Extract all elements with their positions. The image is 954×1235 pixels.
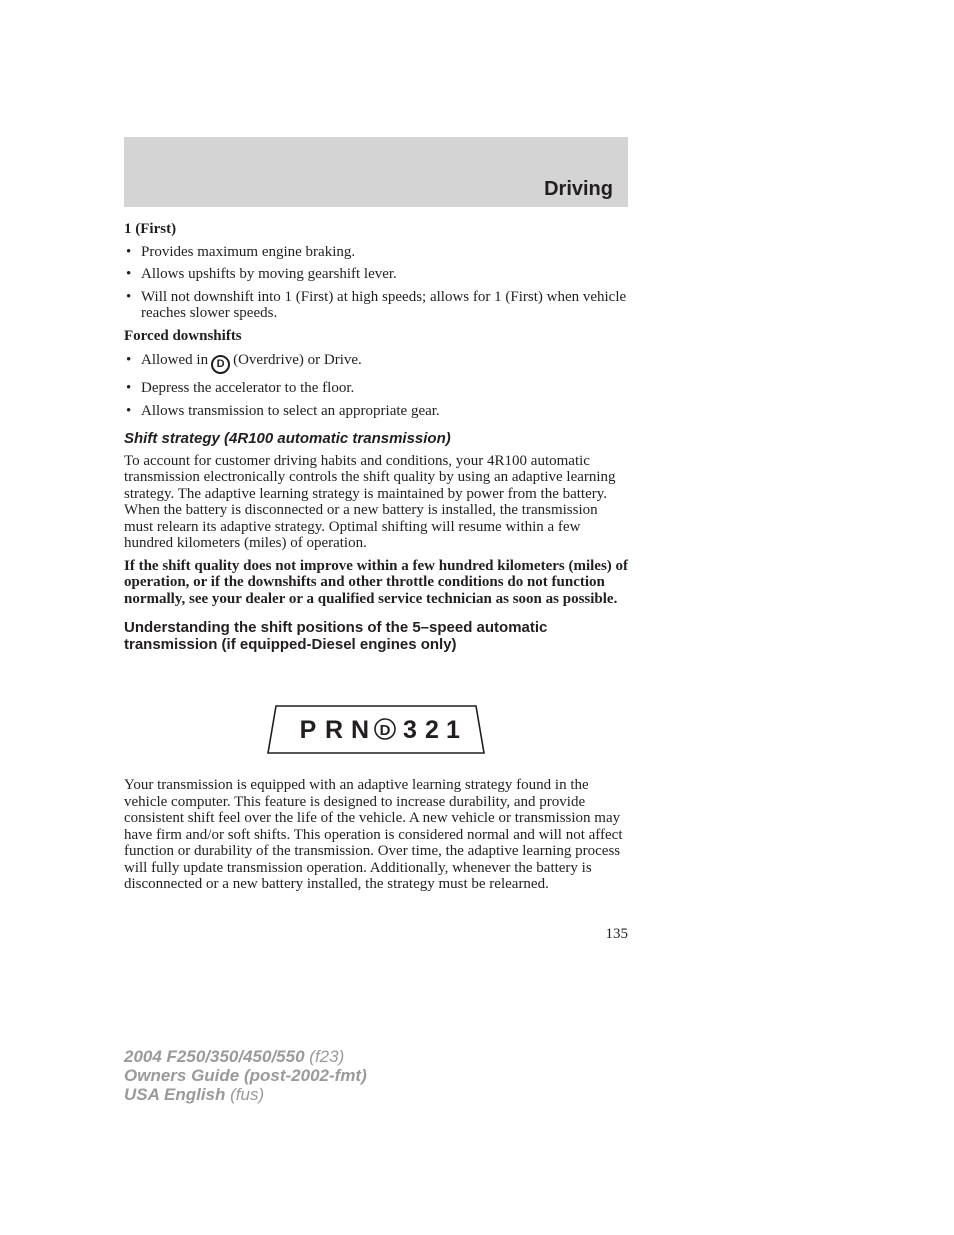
list-item-text: (Overdrive) or Drive.: [233, 352, 362, 368]
footer-line-3: [124, 1085, 524, 1104]
footer-language-code: (fus): [230, 1085, 265, 1104]
gear-letter-d: D: [379, 722, 391, 739]
list-item: [124, 352, 630, 374]
footer-line-1: [124, 1047, 524, 1066]
gear-letter-p: P: [299, 716, 317, 744]
forced-downshifts-list: [124, 352, 630, 419]
list-item: • Will not downshift into 1 (First) at high speeds; allows for 1 (First) when vehicle reaches slower speeds.: [124, 289, 630, 322]
gear-letter-1: 1: [446, 716, 460, 744]
list-item-text: Allowed in: [141, 352, 209, 368]
footer-model: 2004 F250/350/450/550: [124, 1047, 305, 1066]
overdrive-icon: D: [211, 355, 230, 374]
gear-letter-3: 3: [403, 716, 417, 744]
shift-strategy-paragraph: To account for customer driving habits and conditions, your 4R100 automatic transmission electronically controls the shift quality by using an adaptive learning strategy. The adaptive learning strategy is maintained by power from the battery. When the battery is disconnected or a new battery is installed, the transmission must relearn its adaptive strategy. Optimal shifting will resume within a few hundred kilometers (miles) of operation.: [124, 452, 616, 551]
gear-letter-2: 2: [425, 716, 439, 744]
gear-letter-n: N: [350, 716, 370, 744]
shift-quality-warning: If the shift quality does not improve within a few hundred kilometers (miles) of operation, or if the downshifts and other throttle conditions do not function normally, see your dealer or a qualified service technician as soon as possible.: [124, 557, 629, 607]
list-item: • Allows upshifts by moving gearshift lever.: [124, 266, 630, 283]
shift-strategy-heading: Shift strategy (4R100 automatic transmission): [124, 430, 451, 447]
five-speed-heading: Understanding the shift positions of the 5–speed automatic transmission (if equipped-Diesel engines only): [124, 619, 548, 653]
adaptive-learning-paragraph: Your transmission is equipped with an adaptive learning strategy found in the vehicle computer. This feature is designed to increase durability, and provide consistent shift feel over the life of the vehicle. A new vehicle or transmission may have firm and/or soft shifts. This operation is considered normal and will not affect function or durability of the transmission. Over time, the adaptive learning process will fully update transmission operation. Additionally, whenever the battery is disconnected or a new battery installed, the strategy must be relearned.: [124, 777, 623, 892]
document-footer: [124, 1047, 524, 1104]
footer-model-code: (f23): [309, 1047, 345, 1066]
footer-guide: Owners Guide (post-2002-fmt): [124, 1066, 367, 1085]
gear-selector-diagram: [266, 704, 486, 756]
list-item: • Allows transmission to select an appropriate gear.: [124, 403, 630, 420]
section-title: Driving: [544, 178, 613, 200]
footer-language: USA English: [124, 1085, 226, 1104]
section-header-band: [124, 137, 628, 207]
list-item: • Depress the accelerator to the floor.: [124, 380, 630, 397]
list-item: • Provides maximum engine braking.: [124, 244, 630, 261]
main-content: [124, 221, 630, 653]
gear-letter-r: R: [324, 716, 344, 744]
page-number: 135: [605, 926, 628, 942]
first-gear-heading: 1 (First): [124, 221, 177, 237]
footer-line-2: [124, 1066, 524, 1085]
first-gear-list: [124, 244, 630, 322]
forced-downshifts-heading: Forced downshifts: [124, 327, 242, 344]
